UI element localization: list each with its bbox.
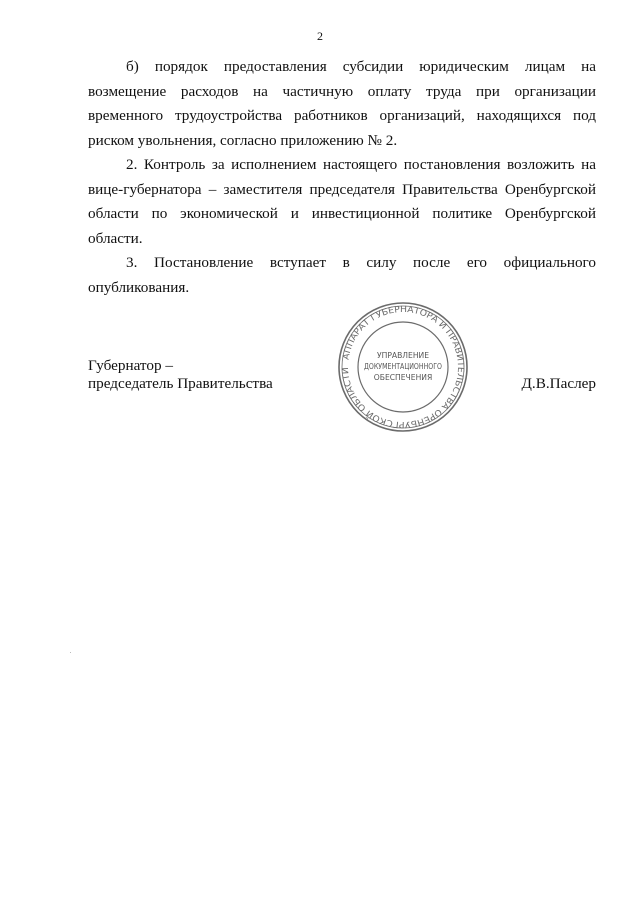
official-seal [336, 300, 470, 434]
seal-center-line1: УПРАВЛЕНИЕ [376, 351, 430, 360]
paragraph-item-2: 2. Контроль за исполнением настоящего постановления возложить на вице-губернатора – заместителя председателя Правительства Оренбургской области по экономической и инвестиционной политике Оренбургской области. [88, 156, 596, 247]
seal-center-line3: ОБЕСПЕЧЕНИЯ [373, 373, 433, 382]
seal-center-line2: ДОКУМЕНТАЦИОННОГО [364, 362, 443, 371]
scan-speck [70, 652, 71, 653]
signatory-name: Д.В.Паслер [521, 375, 596, 392]
seal-graphic [336, 300, 470, 434]
signatory-position [88, 357, 273, 393]
paragraph-item-3: 3. Постановление вступает в силу после его официального опубликования. [88, 254, 596, 296]
document-body [88, 55, 596, 300]
paragraph-subitem-b: б) порядок предоставления субсидии юридическим лицам на возмещение расходов на частичную оплату труда при организации временного трудоустройства работников организаций, находящихся под риском увольнения, согласно приложению № 2. [88, 58, 596, 149]
seal-ring-textpath: АППАРАТ ГУБЕРНАТОРА И ПРАВИТЕЛЬСТВА ОРЕНБУРГСКОЙ ОБЛАСТИ [340, 304, 466, 430]
signatory-position-line2: председатель Правительства [88, 375, 273, 392]
signatory-position-line1: Губернатор – [88, 357, 173, 374]
page-number: 2 [317, 29, 323, 43]
